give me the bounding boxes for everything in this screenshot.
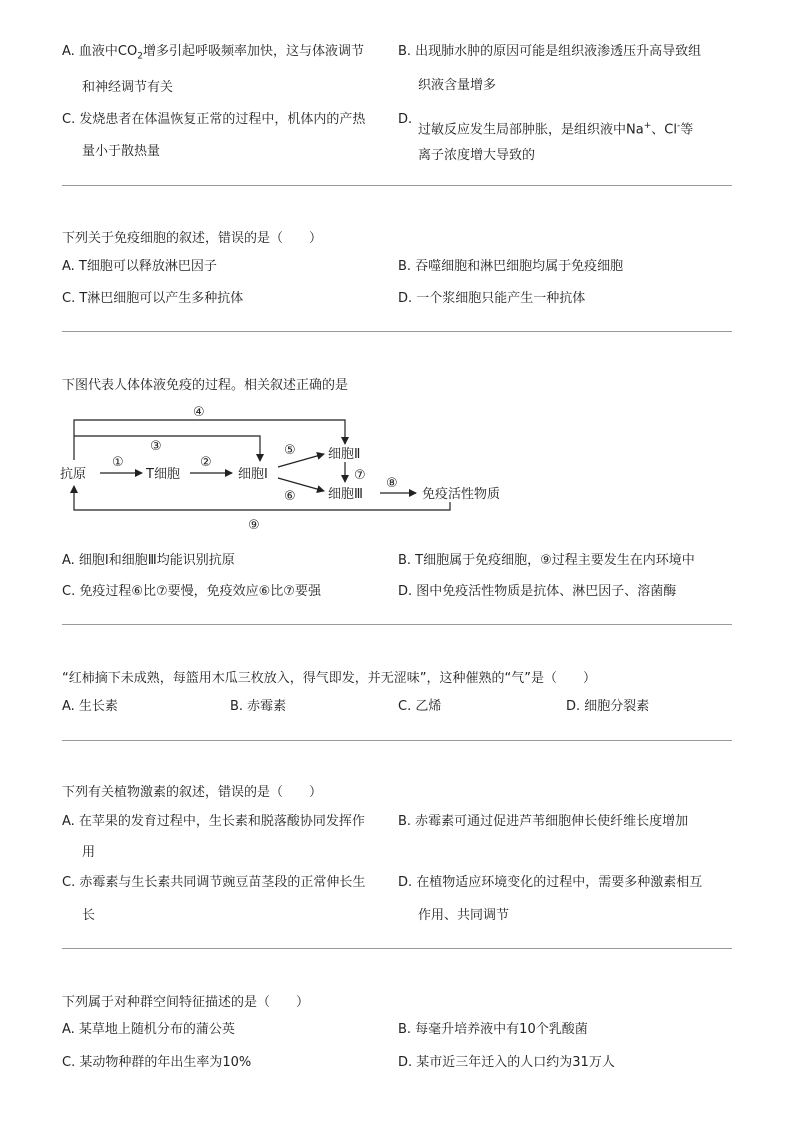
question-stem: 下列有关植物激素的叙述，错误的是（ ） <box>62 785 323 800</box>
node-cell-2: 细胞Ⅱ <box>328 447 361 462</box>
option-d-text-3: 等 <box>680 122 694 138</box>
option-c[interactable]: C. T淋巴细胞可以产生多种抗体 <box>62 291 244 306</box>
option-d[interactable]: D. 某市近三年迁入的人口约为31万人 <box>398 1055 615 1070</box>
step-label-7: ⑦ <box>354 468 366 483</box>
option-d-line-2: 作用、共同调节 <box>418 908 510 923</box>
option-c[interactable]: C. 免疫过程⑥比⑦要慢，免疫效应⑥比⑦要强 <box>62 584 321 599</box>
divider <box>62 331 732 332</box>
node-cell-1: 细胞Ⅰ <box>238 467 268 482</box>
option-b[interactable]: B. 吞噬细胞和淋巴细胞均属于免疫细胞 <box>398 259 624 274</box>
question-stem: “红柿摘下未成熟，每篮用木瓜三枚放入，得气即发，并无涩味”，这种催熟的“气”是（ ） <box>62 671 596 686</box>
step-label-4: ④ <box>193 405 205 420</box>
divider <box>62 740 732 741</box>
option-a[interactable]: A. 细胞Ⅰ和细胞Ⅲ均能识别抗原 <box>62 553 235 568</box>
arrow-4 <box>74 420 345 460</box>
option-d[interactable]: D. 细胞分裂素 <box>566 699 650 714</box>
option-b[interactable]: B. 赤霉素 <box>230 699 287 714</box>
cl-superscript: - <box>676 121 681 131</box>
co2-subscript: 2 <box>137 51 143 62</box>
question-stem: 下列属于对种群空间特征描述的是（ ） <box>62 995 310 1010</box>
option-d-label[interactable]: D. <box>398 112 413 127</box>
option-b[interactable]: B. 出现肺水肿的原因可能是组织液渗透压升高导致组 <box>398 44 702 59</box>
option-b[interactable]: B. 每毫升培养液中有10个乳酸菌 <box>398 1022 588 1037</box>
option-b[interactable]: B. 赤霉素可通过促进芦苇细胞伸长使纤维长度增加 <box>398 814 689 829</box>
option-b-line-2: 织液含量增多 <box>418 78 497 93</box>
step-label-2: ② <box>200 455 212 470</box>
node-immune-substance: 免疫活性物质 <box>422 487 501 502</box>
option-d[interactable]: D. 在植物适应环境变化的过程中，需要多种激素相互 <box>398 875 703 890</box>
option-c[interactable]: C. 赤霉素与生长素共同调节豌豆苗茎段的正常伸长生 <box>62 875 366 890</box>
node-t-cell: T细胞 <box>146 467 180 482</box>
option-c[interactable]: C. 某动物种群的年出生率为10% <box>62 1055 252 1070</box>
option-a[interactable]: A. 在苹果的发育过程中，生长素和脱落酸协同发挥作 <box>62 814 365 829</box>
option-c[interactable]: C. 发烧患者在体温恢复正常的过程中，机体内的产热 <box>62 112 366 127</box>
option-c[interactable]: C. 乙烯 <box>398 699 442 714</box>
na-superscript: + <box>643 121 652 131</box>
question-stem: 下图代表人体体液免疫的过程。相关叙述正确的是 <box>62 378 349 393</box>
divider <box>62 624 732 625</box>
option-a[interactable]: A. 生长素 <box>62 699 118 714</box>
option-a-line-2: 用 <box>82 845 96 860</box>
divider <box>62 185 732 186</box>
option-a-text-2: 增多引起呼吸频率加快，这与体液调节 <box>142 44 364 59</box>
step-label-5: ⑤ <box>284 443 296 458</box>
option-a[interactable]: A. 某草地上随机分布的蒲公英 <box>62 1022 235 1037</box>
question-stem: 下列关于免疫细胞的叙述，错误的是（ ） <box>62 231 323 246</box>
option-a[interactable]: A. T细胞可以释放淋巴因子 <box>62 259 217 274</box>
option-d-line-2: 离子浓度增大导致的 <box>418 148 536 163</box>
option-a[interactable] <box>62 36 364 73</box>
option-d-text-1: 过敏反应发生局部肿胀，是组织液中Na <box>418 122 644 138</box>
step-label-9: ⑨ <box>248 518 260 533</box>
option-c-line-2: 量小于散热量 <box>82 144 161 159</box>
step-label-8: ⑧ <box>386 476 398 491</box>
step-label-3: ③ <box>150 439 162 454</box>
option-a-text-1: A. 血液中CO <box>62 44 138 59</box>
step-label-1: ① <box>112 455 124 470</box>
immune-process-diagram <box>60 400 520 535</box>
arrow-3 <box>74 436 260 461</box>
divider <box>62 948 732 949</box>
option-d[interactable]: D. 一个浆细胞只能产生一种抗体 <box>398 291 586 306</box>
node-cell-3: 细胞Ⅲ <box>328 487 363 502</box>
option-d[interactable]: D. 图中免疫活性物质是抗体、淋巴因子、溶菌酶 <box>398 584 677 599</box>
option-b[interactable]: B. T细胞属于免疫细胞，⑨过程主要发生在内环境中 <box>398 553 695 568</box>
option-c-line-2: 长 <box>82 908 96 923</box>
option-a-line-2: 和神经调节有关 <box>82 80 174 95</box>
node-antigen: 抗原 <box>60 467 87 482</box>
option-d-text-2: 、Cl <box>651 122 677 138</box>
step-label-6: ⑥ <box>284 489 296 504</box>
